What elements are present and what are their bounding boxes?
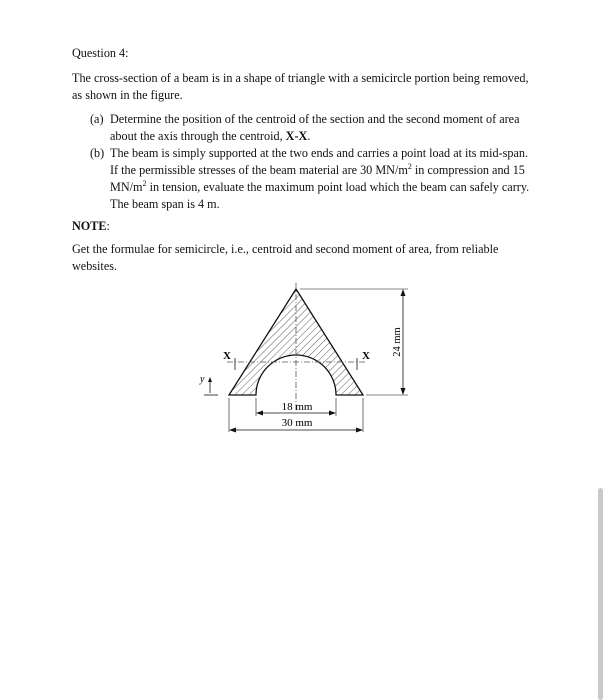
note-title: NOTE: [72, 219, 107, 233]
scrollbar-thumb[interactable]: [598, 488, 603, 700]
arrow-left-icon: [229, 428, 236, 433]
note-line-1: Get the formulae for semicircle, i.e., centroid and second moment of area, from reliable: [72, 242, 499, 256]
y-bar-arrow-icon: [208, 377, 212, 382]
dimension-height-label: 24 mm: [392, 327, 403, 357]
part-b-line-4: The beam span is 4 m.: [110, 197, 220, 211]
superscript-2: 2: [407, 162, 412, 171]
arrow-down-icon: [401, 388, 406, 395]
axis-label-left: X: [223, 350, 231, 362]
arrow-left-icon: [256, 411, 263, 416]
part-b-line-3-unit: MN/m: [110, 180, 143, 194]
arrow-up-icon: [401, 289, 406, 296]
arrow-right-icon: [329, 411, 336, 416]
question-heading: Question 4:: [72, 46, 129, 60]
superscript-2: 2: [142, 179, 147, 188]
part-a-line-2-text: about the axis through the centroid,: [110, 129, 286, 143]
part-b-line-3-text: in tension, evaluate the maximum point load which the beam can safely carry.: [146, 180, 530, 194]
part-a-period: .: [307, 129, 311, 143]
note-line-2: websites.: [72, 259, 118, 273]
part-b-line-1: The beam is simply supported at the two ends and carries a point load at its mid-span.: [110, 146, 529, 160]
dimension-inner-label: 18 mm: [281, 401, 313, 413]
axis-xx-label: X-X: [285, 129, 308, 143]
part-a-marker: (a): [90, 112, 104, 126]
part-b-marker: (b): [90, 146, 105, 160]
intro-line-1: The cross-section of a beam is in a shape of triangle with a semicircle portion being removed,: [72, 71, 529, 85]
axis-label-right: X: [362, 350, 370, 362]
y-bar-label: y: [200, 374, 205, 385]
part-a-line-1: Determine the position of the centroid of the section and the second moment of area: [110, 112, 520, 126]
part-b-line-2-tail: in compression and 15: [411, 163, 525, 177]
arrow-right-icon: [356, 428, 363, 433]
note-colon: :: [106, 219, 110, 233]
dimension-base-label: 30 mm: [281, 417, 313, 429]
part-b-line-2-text: If the permissible stresses of the beam material are 30 MN/m: [110, 163, 408, 177]
intro-line-2: as shown in the figure.: [72, 88, 183, 102]
